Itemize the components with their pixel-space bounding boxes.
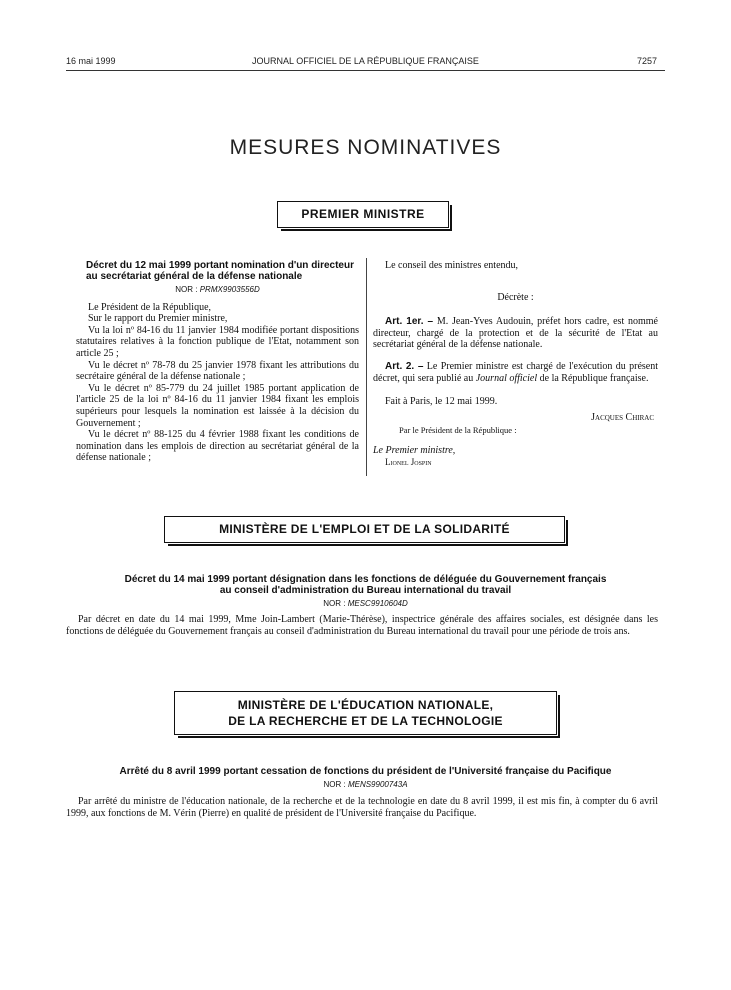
nor-label: NOR :: [323, 780, 346, 789]
heading-line-2: DE LA RECHERCHE ET DE LA TECHNOLOGIE: [228, 714, 503, 728]
column-divider: [366, 258, 367, 476]
nor-label: NOR :: [323, 599, 346, 608]
section-heading-education-nationale: [174, 691, 557, 735]
article-1-text: M. Jean-Yves Audouin, préfet hors cadre, est nommé directeur, chargé de la protection et de la sécurité de l'Etat au secrétariat général de la défense nationale.: [373, 316, 658, 351]
visa-paragraph: Vu le décret nº 78-78 du 25 janvier 1978 fixant les attributions du secrétaire général de la défense nationale ;: [76, 359, 359, 383]
article-1: [373, 316, 658, 351]
nor-reference: [66, 599, 665, 608]
nor-reference: [76, 284, 359, 296]
nor-code: MESC9910604D: [347, 599, 408, 608]
visa-paragraph: Le Président de la République,: [88, 301, 212, 313]
visa-paragraph: Vu la loi nº 84-16 du 11 janvier 1984 modifiée portant dispositions statutaires relatives à la fonction publique de l'Etat, notamment son article 25 ;: [76, 324, 359, 359]
header-journal: JOURNAL OFFICIEL DE LA RÉPUBLIQUE FRANÇAISE: [252, 56, 479, 66]
nor-code: MENS9900743A: [347, 780, 408, 789]
header-rule: [66, 70, 665, 71]
journal-officiel-ref: Journal officiel: [475, 372, 538, 384]
article-1-label: Art. 1er. –: [385, 316, 434, 328]
visa-paragraph: Vu le décret nº 85-779 du 24 juillet 1985 portant application de l'article 25 de la loi nº 84-16 du 11 janvier 1984 fixant les emplois supérieurs pour lesquels la nomination est laissée à la décision du Gouvernement ;: [76, 382, 359, 429]
signatory-prime-minister: Lionel Jospin: [385, 456, 432, 467]
decree-left-column: [76, 260, 359, 464]
section-heading-premier-ministre: PREMIER MINISTRE: [277, 201, 449, 228]
council-intro: Le conseil des ministres entendu,: [385, 260, 519, 271]
nor-code: PRMX9903556D: [199, 285, 260, 294]
decree-title-line-1: Décret du 14 mai 1999 portant désignation dans les fonctions de déléguée du Gouvernement français: [124, 574, 607, 585]
article-2-text-b: de la République française.: [539, 372, 649, 384]
page-title: MESURES NOMINATIVES: [229, 136, 502, 159]
prime-minister-title: Le Premier ministre,: [373, 444, 456, 456]
article-2-text-a: Le Premier ministre est chargé de l'exécution du présent décret, qui sera publié au: [373, 360, 658, 384]
section-heading-emploi-solidarite: MINISTÈRE DE L'EMPLOI ET DE LA SOLIDARITÉ: [164, 516, 565, 543]
arrete-title: Arrêté du 8 avril 1999 portant cessation de fonctions du président de l'Université française du Pacifique: [119, 766, 612, 777]
decree-title-line-2: au conseil d'administration du Bureau international du travail: [219, 585, 512, 596]
arrete-body: Par arrêté du ministre de l'éducation nationale, de la recherche et de la technologie en date du 8 avril 1999, il est mis fin, à compter du 6 avril 1999, aux fonctions de M. Vérin (Pierre) en qualité de président de l'Université française du Pacifique.: [66, 796, 658, 819]
header-date: 16 mai 1999: [66, 56, 116, 66]
nor-reference: [66, 780, 665, 789]
visa-paragraph: Vu le décret nº 88-125 du 4 février 1988 fixant les conditions de nomination dans les emplois de direction au secrétariat général de la défense nationale ;: [76, 429, 359, 464]
decree-body: Par décret en date du 14 mai 1999, Mme Join-Lambert (Marie-Thérèse), inspectrice générale des affaires sociales, est désignée dans les fonctions de déléguée du Gouvernement français au conseil d'administration du Bureau international du travail pour une période de trois ans.: [66, 614, 658, 637]
visa-paragraph: Sur le rapport du Premier ministre,: [88, 313, 228, 325]
decree-right-column: [373, 260, 658, 468]
done-at-paris: Fait à Paris, le 12 mai 1999.: [385, 396, 498, 408]
heading-line-1: MINISTÈRE DE L'ÉDUCATION NATIONALE,: [237, 698, 494, 712]
decrete-label: Décrète :: [497, 291, 534, 303]
header-page-number: 7257: [636, 56, 657, 66]
signatory-president: Jacques Chirac: [591, 411, 654, 423]
article-2-label: Art. 2. –: [385, 360, 424, 372]
article-2: [373, 361, 658, 384]
decree-title: Décret du 12 mai 1999 portant nomination d'un directeur au secrétariat général de la défense nationale: [86, 260, 354, 282]
by-the-president: Par le Président de la République :: [399, 425, 517, 436]
nor-label: NOR :: [175, 285, 198, 294]
